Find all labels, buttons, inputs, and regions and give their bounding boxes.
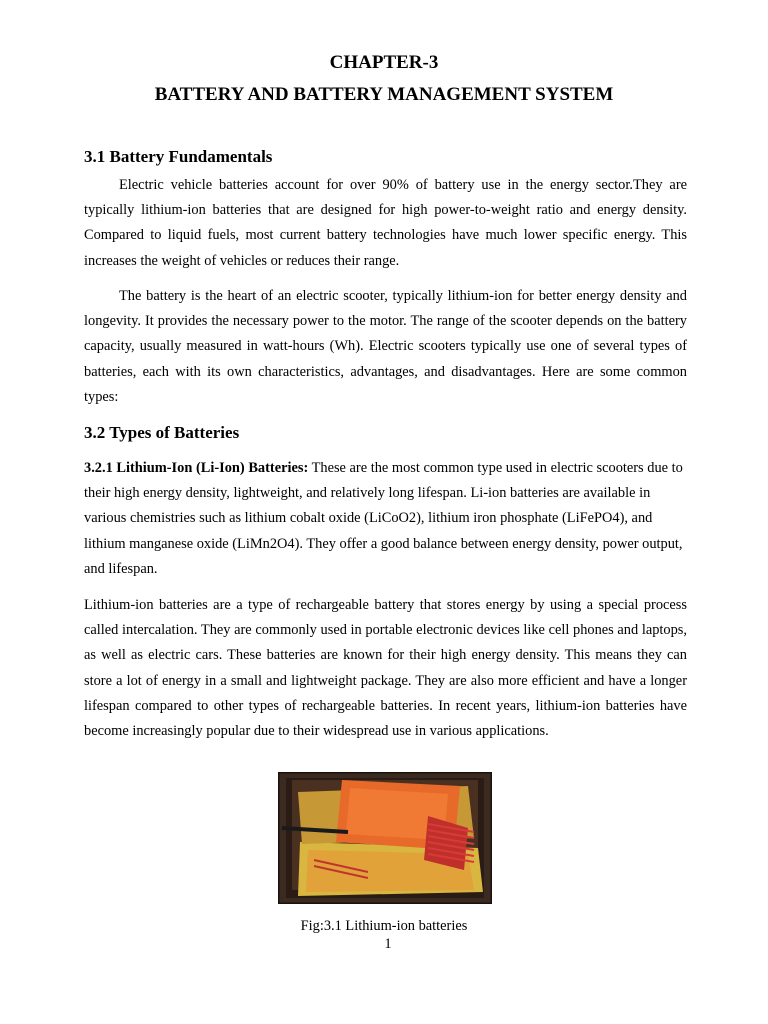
paragraph-li-ion-subsection <box>84 456 687 582</box>
chapter-title: BATTERY AND BATTERY MANAGEMENT SYSTEM <box>154 84 614 105</box>
subsection-text-li-ion: These are the most common type used in electric scooters due to their high energy density, lightweight, and relatively long lifespan. Li-ion batteries are available in various chemistries such as lithium cobalt oxide (LiCoO2), lithium iron phosphate (LiFePO4), and lithium manganese oxide (LiMn2O4). They offer a good balance between energy density, power output, and lifespan. <box>84 460 683 577</box>
figure-caption: Fig:3.1 Lithium-ion batteries <box>300 918 468 934</box>
paragraph-li-ion-explained: Lithium-ion batteries are a type of rechargeable battery that stores energy by using a special process called intercalation. They are commonly used in portable electronic devices like cell phones and laptops, as well as electric cars. These batteries are known for their high energy density. This means they can store a lot of energy in a small and lightweight package. They are also more efficient and have a longer lifespan compared to other types of rechargeable batteries. In recent years, lithium-ion batteries have become increasingly popular due to their widespread use in various applications. <box>84 597 687 740</box>
lithium-ion-battery-photo <box>278 772 492 904</box>
chapter-number: CHAPTER-3 <box>329 52 439 73</box>
section-heading-types-of-batteries: 3.2 Types of Batteries <box>84 423 240 442</box>
page-number: 1 <box>384 936 392 952</box>
paragraph-battery-heart: The battery is the heart of an electric scooter, typically lithium-ion for better energy density and longevity. It provides the necessary power to the motor. The range of the scooter depends on the battery capacity, usually measured in watt-hours (Wh). Electric scooters typically use one of several types of batteries, each with its own characteristics, advantages, and disadvantages. Here are some common types: <box>84 288 687 405</box>
paragraph-ev-batteries: Electric vehicle batteries account for over 90% of battery use in the energy sector.They are typically lithium-ion batteries that are designed for high power-to-weight ratio and energy density. Compared to liquid fuels, most current battery technologies have much lower specific energy. This increases the weight of vehicles or reduces their range. <box>84 177 687 269</box>
subsection-heading-li-ion: 3.2.1 Lithium-Ion (Li-Ion) Batteries: <box>84 460 309 476</box>
section-heading-battery-fundamentals: 3.1 Battery Fundamentals <box>84 147 273 166</box>
